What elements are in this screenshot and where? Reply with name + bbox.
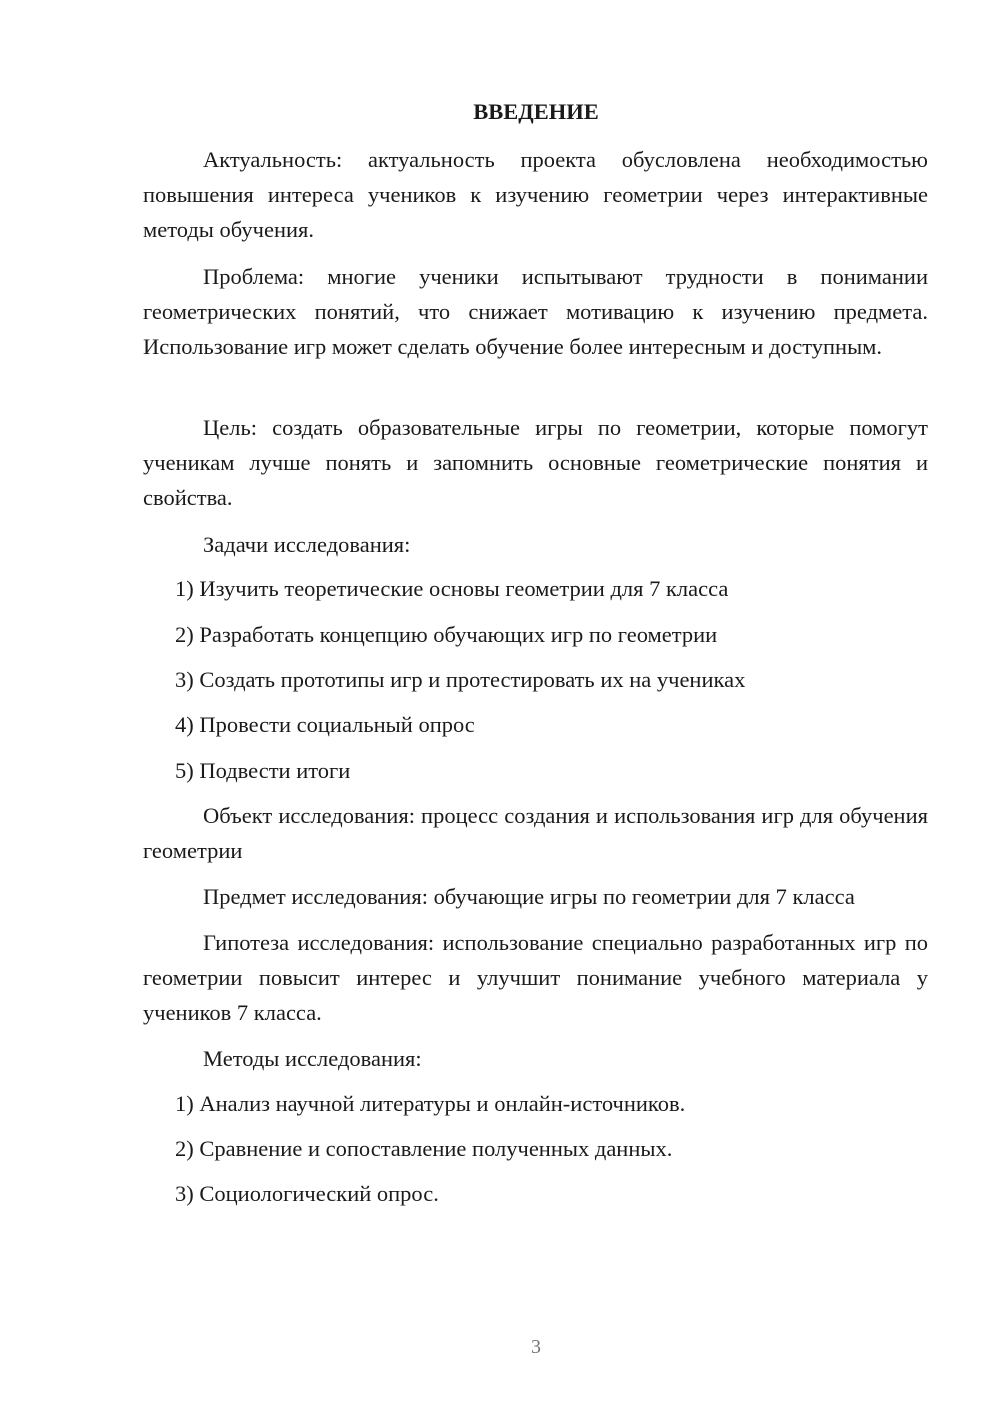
hypothesis-block — [143, 925, 928, 1030]
object-paragraph: Объект исследования: процесс создания и использования игр для обучения геометрии — [143, 803, 928, 863]
task-item: 4) Провести социальный опрос — [175, 712, 475, 737]
method-item: 1) Анализ научной литературы и онлайн-источников. — [175, 1091, 686, 1116]
tasks-list-4 — [143, 707, 928, 742]
tasks-list-5 — [143, 753, 928, 788]
task-item: 2) Разработать концепцию обучающих игр по геометрии — [175, 622, 718, 647]
methods-heading: Методы исследования: — [203, 1046, 422, 1071]
page-number: 3 — [531, 1336, 541, 1358]
tasks-list — [143, 571, 928, 606]
tasks-list-3 — [143, 662, 928, 697]
method-item: 2) Сравнение и сопоставление полученных данных. — [175, 1136, 673, 1161]
goal-block — [143, 410, 928, 515]
methods-list — [143, 1086, 928, 1121]
problem-paragraph: Проблема: многие ученики испытывают трудности в понимании геометрических понятий, что снижает мотивацию к изучению предмета. Использование игр может сделать обучение более интересным и доступным. — [143, 264, 928, 359]
task-item: 5) Подвести итоги — [175, 758, 351, 783]
methods-list-2 — [143, 1131, 928, 1166]
task-item: 3) Создать прототипы игр и протестировать их на учениках — [175, 667, 746, 692]
object-block — [143, 798, 928, 868]
method-item: 3) Социологический опрос. — [175, 1181, 439, 1206]
subject-paragraph: Предмет исследования: обучающие игры по геометрии для 7 класса — [203, 884, 855, 909]
tasks-list-2 — [143, 617, 928, 652]
task-item: 1) Изучить теоретические основы геометрии для 7 класса — [175, 576, 729, 601]
methods-heading-block — [143, 1041, 928, 1076]
relevance-paragraph: Актуальность: актуальность проекта обусловлена необходимостью повышения интереса учеников к изучению геометрии через интерактивные методы обучения. — [143, 147, 928, 242]
hypothesis-paragraph: Гипотеза исследования: использование специально разработанных игр по геометрии повысит интерес и улучшит понимание учебного материала у учеников 7 класса. — [143, 930, 928, 1025]
goal-paragraph: Цель: создать образовательные игры по геометрии, которые помогут ученикам лучше понять и запомнить основные геометрические понятия и свойства. — [143, 415, 928, 510]
methods-list-3 — [143, 1176, 928, 1211]
tasks-heading: Задачи исследования: — [203, 532, 411, 557]
subject-block — [143, 879, 928, 914]
tasks-heading-block — [143, 527, 928, 562]
page-title: ВВЕДЕНИЕ — [473, 99, 599, 124]
relevance-block — [143, 142, 928, 247]
problem-block — [143, 259, 928, 364]
